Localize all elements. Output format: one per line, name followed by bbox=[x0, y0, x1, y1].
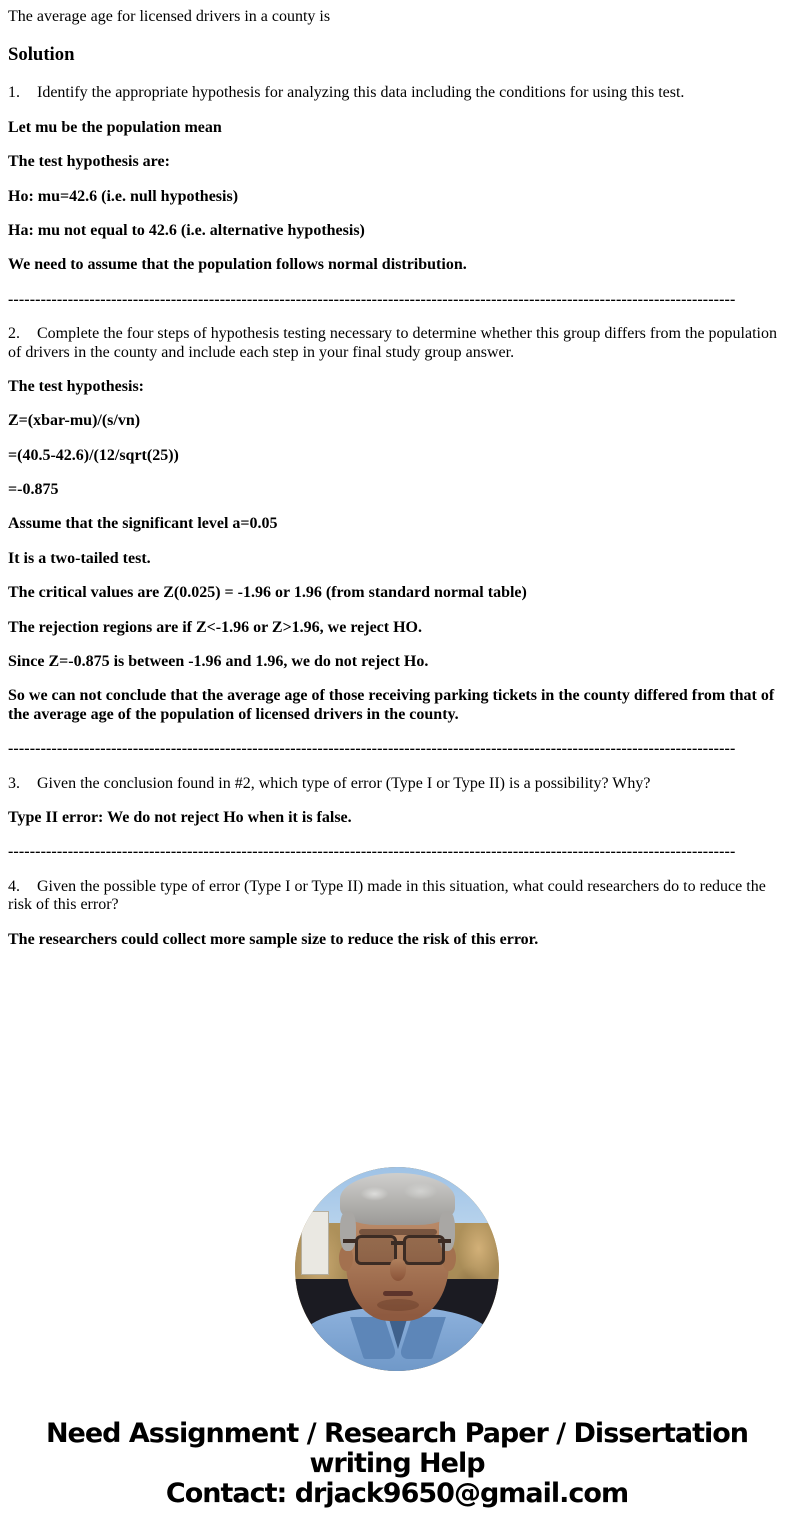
photo-glasses-temple-left bbox=[343, 1239, 356, 1243]
advert-contact-email: Contact: drjack9650@gmail.com bbox=[165, 1477, 629, 1509]
photo-hair bbox=[340, 1173, 455, 1225]
advert-line-1: Need Assignment / Research Paper / Dissertation bbox=[45, 1417, 749, 1449]
question-1-text: Identify the appropriate hypothesis for analyzing this data including the conditions for using this test. bbox=[37, 84, 685, 102]
answer-2-line-9: Since Z=-0.875 is between -1.96 and 1.96, we do not reject Ho. bbox=[8, 653, 429, 671]
question-2 bbox=[8, 325, 786, 362]
answer-2-line-2: Z=(xbar-mu)/(s/vn) bbox=[8, 412, 141, 430]
question-4-text: Given the possible type of error (Type I or Type II) made in this situation, what could researchers do to reduce the risk of this error? bbox=[8, 877, 766, 914]
section-divider: -------------------------------------------------------------------------------------------------------------------------------------- bbox=[8, 843, 736, 861]
question-3 bbox=[8, 775, 786, 793]
question-1-number: 1. bbox=[8, 84, 20, 102]
section-divider: -------------------------------------------------------------------------------------------------------------------------------------- bbox=[8, 740, 736, 758]
photo-nose bbox=[390, 1259, 406, 1281]
answer-2-line-5: Assume that the significant level a=0.05 bbox=[8, 515, 278, 533]
answer-2-line-3: =(40.5-42.6)/(12/sqrt(25)) bbox=[8, 446, 179, 464]
question-2-number: 2. bbox=[8, 325, 20, 343]
answer-2-line-10: So we can not conclude that the average age of those receiving parking tickets in the county differed from that of the average age of the population of licensed drivers in the county. bbox=[8, 687, 775, 723]
section-divider: -------------------------------------------------------------------------------------------------------------------------------------- bbox=[8, 290, 736, 308]
answer-4-line-1: The researchers could collect more sample size to reduce the risk of this error. bbox=[8, 930, 539, 948]
photo-wall-plate bbox=[301, 1211, 329, 1275]
photo-glasses-temple-right bbox=[438, 1239, 451, 1243]
photo-hair-side-left bbox=[340, 1211, 356, 1251]
answer-1-line-4: Ha: mu not equal to 42.6 (i.e. alternative hypothesis) bbox=[8, 221, 365, 239]
question-2-text: Complete the four steps of hypothesis testing necessary to determine whether this group differs from the population of drivers in the county and include each step in your final study group answer. bbox=[8, 325, 777, 361]
photo-chin-shadow bbox=[377, 1299, 419, 1311]
advert-footer bbox=[0, 1419, 794, 1509]
answer-3-line-1: Type II error: We do not reject Ho when it is false. bbox=[8, 808, 352, 826]
answer-2-line-1: The test hypothesis: bbox=[8, 377, 145, 395]
question-4 bbox=[8, 878, 786, 915]
photo-glasses-bridge bbox=[391, 1241, 403, 1245]
solution-heading: Solution bbox=[8, 44, 75, 66]
question-4-number: 4. bbox=[8, 877, 20, 895]
answer-2-line-6: It is a two-tailed test. bbox=[8, 549, 151, 567]
question-3-text: Given the conclusion found in #2, which type of error (Type I or Type II) is a possibility? Why? bbox=[37, 774, 651, 792]
photo-mouth bbox=[383, 1291, 413, 1296]
question-3-number: 3. bbox=[8, 774, 20, 792]
intro-text: The average age for licensed drivers in a county is bbox=[8, 8, 331, 25]
answer-1-line-2: The test hypothesis are: bbox=[8, 153, 170, 171]
tutor-photo bbox=[295, 1167, 499, 1371]
answer-2-line-4: =-0.875 bbox=[8, 481, 59, 499]
advert-line-2: writing Help bbox=[309, 1447, 485, 1479]
answer-2-line-7: The critical values are Z(0.025) = -1.96 or 1.96 (from standard normal table) bbox=[8, 584, 527, 602]
answer-1-line-3: Ho: mu=42.6 (i.e. null hypothesis) bbox=[8, 187, 239, 205]
answer-1-line-1: Let mu be the population mean bbox=[8, 118, 222, 136]
answer-2-line-8: The rejection regions are if Z<-1.96 or Z>1.96, we reject HO. bbox=[8, 618, 422, 636]
question-1 bbox=[8, 84, 786, 102]
answer-1-line-5: We need to assume that the population follows normal distribution. bbox=[8, 256, 467, 274]
